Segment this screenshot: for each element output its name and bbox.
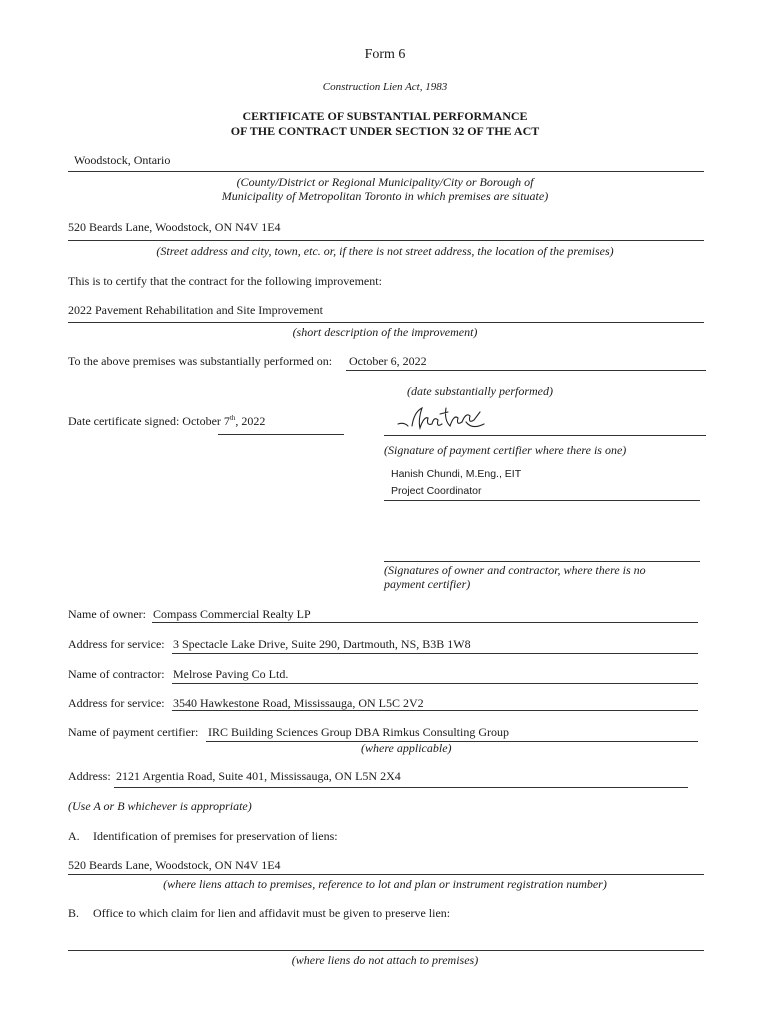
owner-contractor-caption-line2: payment certifier) (384, 577, 471, 591)
payment-certifier-value[interactable]: IRC Building Sciences Group DBA Rimkus Consulting Group (208, 725, 510, 739)
performance-date-value[interactable]: October 6, 2022 (349, 354, 427, 368)
contractor-address-value[interactable]: 3540 Hawkestone Road, Mississauga, ON L5C 2V2 (173, 696, 424, 710)
certifier-address-line (114, 787, 688, 788)
improvement-line (68, 322, 704, 323)
certifier-title: Project Coordinator (391, 485, 482, 497)
premises-address-line (68, 240, 704, 241)
contractor-line (172, 683, 698, 684)
owner-line (152, 622, 698, 623)
location-line (68, 171, 704, 172)
certifier-address-label: Address: (68, 769, 111, 783)
signature-line (384, 435, 706, 436)
contractor-address-label: Address for service: (68, 696, 165, 710)
instructions-note: (Use A or B whichever is appropriate) (68, 799, 252, 813)
certifier-name: Hanish Chundi, M.Eng., EIT (391, 468, 522, 480)
payment-certifier-line (206, 741, 698, 742)
owner-contractor-caption-line1: (Signatures of owner and contractor, where there is no (384, 563, 646, 577)
certificate-title-line2: OF THE CONTRACT UNDER SECTION 32 OF THE ACT (230, 124, 540, 138)
certificate-title-line1: CERTIFICATE OF SUBSTANTIAL PERFORMANCE (242, 109, 528, 123)
form-title: Form 6 (364, 47, 406, 62)
section-b-text: Office to which claim for lien and affidavit must be given to preserve lien: (93, 906, 451, 920)
payment-certifier-caption: (where applicable) (361, 741, 452, 755)
act-name: Construction Lien Act, 1983 (322, 81, 448, 93)
location-caption-line1: (County/District or Regional Municipality/City or Borough of (236, 175, 534, 189)
owner-contractor-signature-line (384, 561, 700, 562)
section-a-letter: A. (68, 829, 80, 843)
section-b-caption: (where liens do not attach to premises) (291, 953, 479, 967)
section-a-text: Identification of premises for preservation of liens: (93, 829, 338, 843)
location-caption-line2: Municipality of Metropolitan Toronto in which premises are situate) (221, 189, 549, 203)
contractor-label: Name of contractor: (68, 667, 165, 681)
premises-address-value[interactable]: 520 Beards Lane, Woodstock, ON N4V 1E4 (68, 220, 281, 234)
section-a-line (68, 874, 704, 875)
section-a-caption: (where liens attach to premises, reference to lot and plan or instrument registration number) (163, 877, 607, 891)
improvement-value[interactable]: 2022 Pavement Rehabilitation and Site Improvement (68, 303, 323, 317)
performance-label: To the above premises was substantially performed on: (68, 354, 333, 368)
payment-certifier-label: Name of payment certifier: (68, 725, 199, 739)
contractor-value[interactable]: Melrose Paving Co Ltd. (173, 667, 289, 681)
premises-address-caption: (Street address and city, town, etc. or, if there is not street address, the location of the premises) (156, 244, 614, 258)
owner-label: Name of owner: (68, 607, 146, 621)
section-b-letter: B. (68, 906, 80, 920)
certifier-line (384, 500, 700, 501)
certifier-address-value[interactable]: 2121 Argentia Road, Suite 401, Mississauga, ON L5N 2X4 (116, 769, 401, 783)
contractor-address-line (172, 710, 698, 711)
section-a-value[interactable]: 520 Beards Lane, Woodstock, ON N4V 1E4 (68, 858, 281, 872)
date-signed-line (218, 434, 344, 435)
location-value[interactable]: Woodstock, Ontario (74, 153, 171, 167)
date-signed-label: Date certificate signed: October 7th, 2022 (68, 414, 266, 428)
improvement-caption: (short description of the improvement) (292, 325, 478, 339)
owner-address-label: Address for service: (68, 637, 165, 651)
signature-image (392, 402, 492, 436)
owner-address-value[interactable]: 3 Spectacle Lake Drive, Suite 290, Dartmouth, NS, B3B 1W8 (173, 637, 471, 651)
section-b-line (68, 950, 704, 951)
performance-caption: (date substantially performed) (407, 384, 553, 398)
improvement-intro: This is to certify that the contract for the following improvement: (68, 274, 382, 288)
signature-caption: (Signature of payment certifier where there is one) (384, 443, 627, 457)
owner-address-line (172, 653, 698, 654)
date-signed-value[interactable]: October 7th, 2022 (182, 414, 266, 428)
owner-value[interactable]: Compass Commercial Realty LP (153, 607, 311, 621)
performance-line (346, 370, 706, 371)
